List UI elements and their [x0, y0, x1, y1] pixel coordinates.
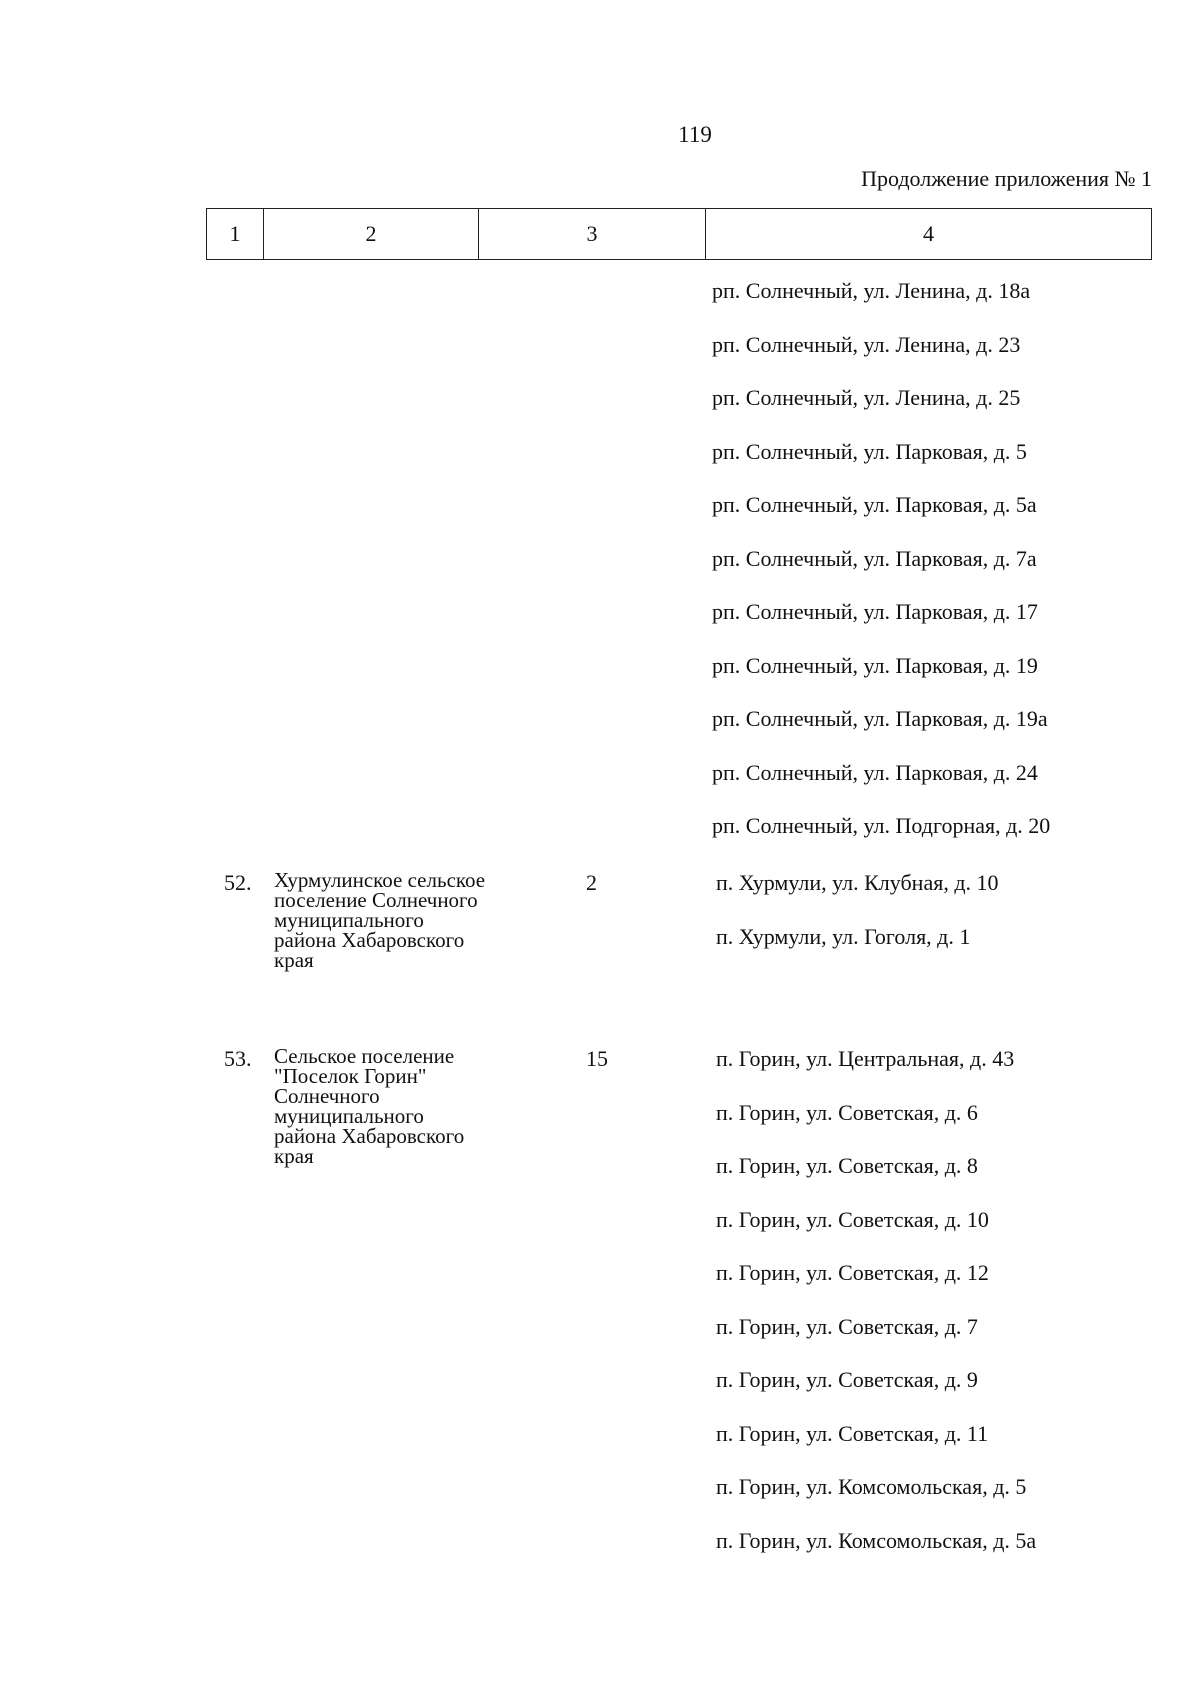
address-item: п. Горин, ул. Центральная, д. 43: [716, 1046, 1015, 1071]
address-item: п. Хурмули, ул. Клубная, д. 10: [716, 870, 999, 895]
address-item: п. Горин, ул. Советская, д. 9: [716, 1367, 978, 1392]
address-item: рп. Солнечный, ул. Подгорная, д. 20: [712, 813, 1051, 838]
address-item: рп. Солнечный, ул. Парковая, д. 24: [712, 759, 1038, 785]
entry-number: 52.: [224, 870, 252, 895]
entry-name: Хурмулинское сельское поселение Солнечного муниципального района Хабаровского края: [274, 868, 486, 972]
entry-count: 2: [586, 870, 597, 895]
entry-count: 15: [586, 1046, 608, 1071]
entry-name: Сельское поселение "Поселок Горин" Солнечного муниципального района Хабаровского края: [274, 1044, 465, 1168]
page-number: 119: [678, 122, 712, 147]
address-item: рп. Солнечный, ул. Ленина, д. 25: [712, 385, 1021, 410]
header-cell-3: 3: [479, 209, 706, 259]
address-item: п. Горин, ул. Комсомольская, д. 5а: [716, 1527, 1037, 1553]
address-item: рп. Солнечный, ул. Парковая, д. 5а: [712, 492, 1037, 517]
continued-address-list: [712, 278, 1152, 867]
address-item: п. Хурмули, ул. Гоголя, д. 1: [716, 923, 971, 949]
address-item: рп. Солнечный, ул. Парковая, д. 7а: [712, 545, 1037, 571]
address-item: п. Горин, ул. Советская, д. 8: [716, 1153, 978, 1178]
continuation-title: Продолжение приложения № 1: [861, 166, 1152, 191]
address-item: рп. Солнечный, ул. Парковая, д. 19: [712, 652, 1038, 678]
address-item: рп. Солнечный, ул. Ленина, д. 18а: [712, 278, 1031, 303]
entry-number: 53.: [224, 1046, 252, 1071]
address-item: рп. Солнечный, ул. Парковая, д. 5: [712, 438, 1027, 464]
address-item: рп. Солнечный, ул. Парковая, д. 17: [712, 599, 1038, 624]
address-item: рп. Солнечный, ул. Парковая, д. 19а: [712, 706, 1048, 731]
header-cell-4: 4: [923, 221, 934, 246]
address-item: п. Горин, ул. Советская, д. 6: [716, 1099, 978, 1125]
table-header: [206, 208, 1152, 260]
header-cell-2: 2: [264, 209, 479, 259]
address-item: п. Горин, ул. Советская, д. 11: [716, 1420, 989, 1446]
address-item: п. Горин, ул. Советская, д. 12: [716, 1260, 989, 1285]
address-item: рп. Солнечный, ул. Ленина, д. 23: [712, 331, 1021, 357]
address-item: п. Горин, ул. Советская, д. 10: [716, 1206, 989, 1232]
entry-address-list: [716, 870, 1156, 977]
entry-address-list: [716, 1046, 1156, 1581]
header-cell-1: 1: [207, 209, 264, 259]
address-item: п. Горин, ул. Комсомольская, д. 5: [716, 1474, 1027, 1499]
address-item: п. Горин, ул. Советская, д. 7: [716, 1313, 978, 1339]
